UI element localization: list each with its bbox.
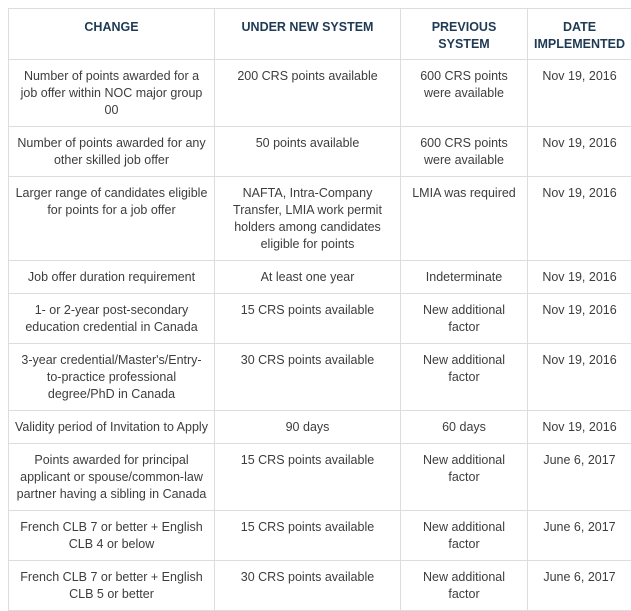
cell-date: June 6, 2017 [528,561,631,611]
header-date-implemented [528,9,631,60]
table-row [9,511,631,561]
cell-new-system: 30 CRS points available [215,561,401,611]
cell-date: Nov 19, 2016 [528,411,631,444]
cell-previous-system: LMIA was required [401,177,528,261]
cell-change: Larger range of candidates eligible for points for a job offer [9,177,215,261]
header-previous-system: PREVIOUS SYSTEM [401,9,528,60]
table-row [9,561,631,611]
table-row [9,60,631,127]
header-date-line1: DATE [563,20,596,34]
cell-previous-system: 600 CRS points were available [401,60,528,127]
header-change: CHANGE [9,9,215,60]
cell-date: Nov 19, 2016 [528,127,631,177]
header-under-new-system: UNDER NEW SYSTEM [215,9,401,60]
table-row [9,344,631,411]
cell-date: Nov 19, 2016 [528,177,631,261]
header-date-line2: IMPLEMENTED [534,37,625,51]
header-row [9,9,631,60]
table-row [9,127,631,177]
cell-change: 3-year credential/Master's/Entry-to-practice professional degree/PhD in Canada [9,344,215,411]
cell-date: Nov 19, 2016 [528,294,631,344]
cell-change: Number of points awarded for any other skilled job offer [9,127,215,177]
table-row [9,444,631,511]
cell-change: Job offer duration requirement [9,261,215,294]
cell-new-system: 15 CRS points available [215,294,401,344]
crs-changes-table-container [8,8,631,611]
cell-date: June 6, 2017 [528,511,631,561]
cell-previous-system: 60 days [401,411,528,444]
cell-date: Nov 19, 2016 [528,344,631,411]
cell-change: Number of points awarded for a job offer within NOC major group 00 [9,60,215,127]
table-row [9,261,631,294]
cell-new-system: 50 points available [215,127,401,177]
cell-change: Validity period of Invitation to Apply [9,411,215,444]
cell-new-system: NAFTA, Intra-Company Transfer, LMIA work permit holders among candidates eligible for points [215,177,401,261]
cell-previous-system: 600 CRS points were available [401,127,528,177]
cell-previous-system: New additional factor [401,561,528,611]
cell-change: 1- or 2-year post-secondary education credential in Canada [9,294,215,344]
table-row [9,411,631,444]
cell-previous-system: New additional factor [401,294,528,344]
cell-date: Nov 19, 2016 [528,261,631,294]
cell-previous-system: Indeterminate [401,261,528,294]
cell-previous-system: New additional factor [401,511,528,561]
cell-new-system: 200 CRS points available [215,60,401,127]
table-row [9,294,631,344]
cell-previous-system: New additional factor [401,344,528,411]
cell-change: French CLB 7 or better + English CLB 5 or better [9,561,215,611]
cell-change: Points awarded for principal applicant or spouse/common-law partner having a sibling in Canada [9,444,215,511]
cell-new-system: At least one year [215,261,401,294]
crs-changes-table [8,8,631,611]
cell-date: Nov 19, 2016 [528,60,631,127]
cell-new-system: 15 CRS points available [215,444,401,511]
cell-previous-system: New additional factor [401,444,528,511]
cell-new-system: 30 CRS points available [215,344,401,411]
cell-new-system: 15 CRS points available [215,511,401,561]
table-row [9,177,631,261]
cell-new-system: 90 days [215,411,401,444]
cell-change: French CLB 7 or better + English CLB 4 or below [9,511,215,561]
cell-date: June 6, 2017 [528,444,631,511]
